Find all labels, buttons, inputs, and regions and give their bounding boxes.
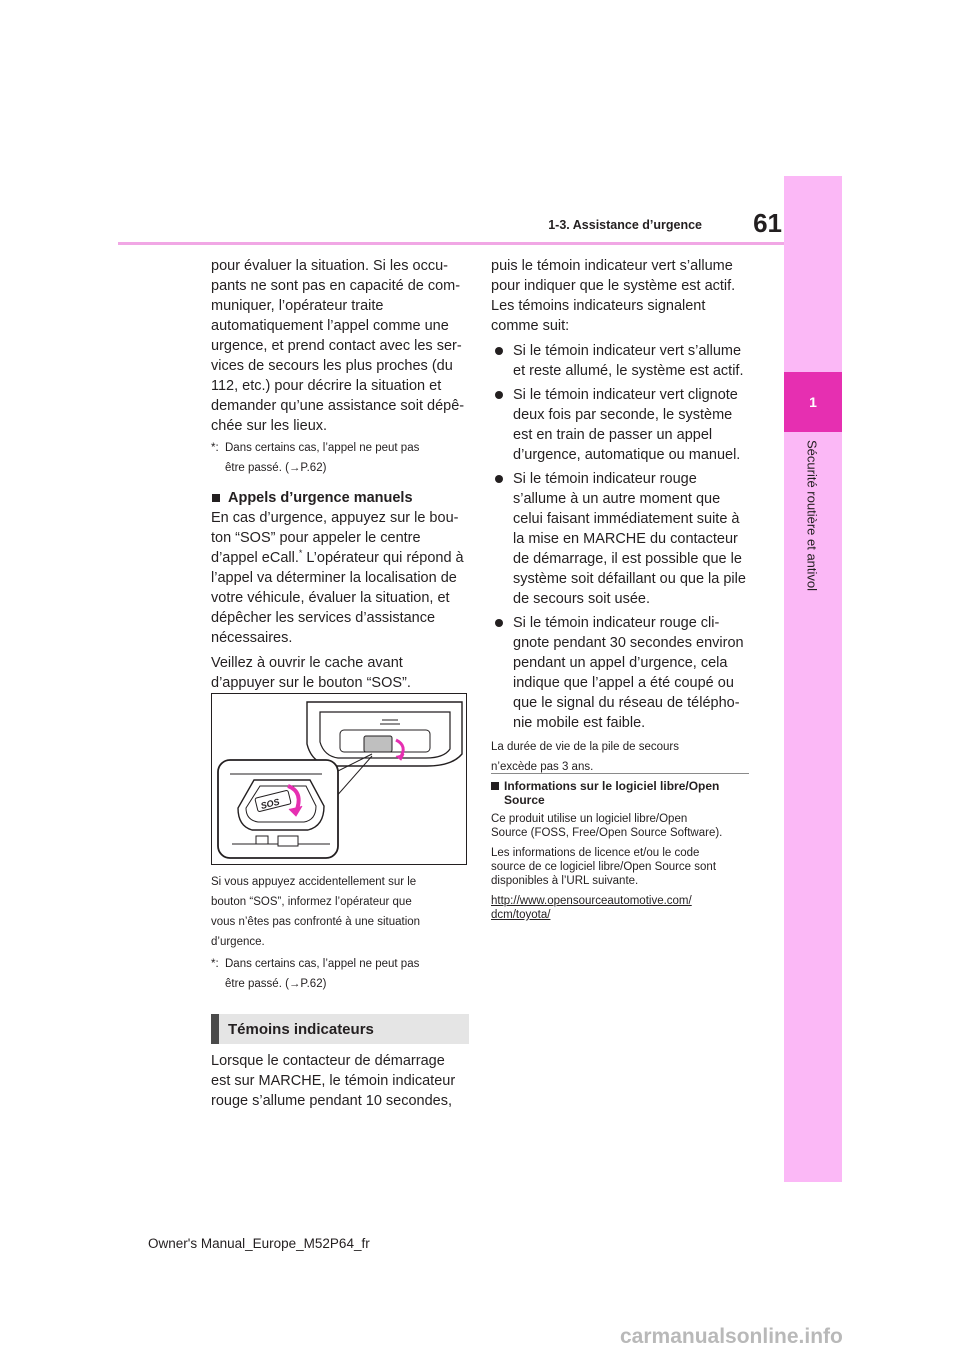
- oss-heading: Informations sur le logiciel libre/Open Source: [491, 779, 753, 807]
- bullet-dot-icon: [495, 347, 503, 355]
- left-column: [211, 256, 469, 693]
- manual-calls-heading: Appels d’urgence manuels: [211, 488, 469, 508]
- oss-section: [491, 779, 753, 922]
- indicators-section-banner: Témoins indicateurs: [211, 1014, 469, 1044]
- sos-button-illustration: [211, 693, 467, 865]
- bullet-dot-icon: [495, 391, 503, 399]
- list-item: Si le témoin indicateur rouge cli- gnote pendant 30 secondes environ pendant un appel d’urgence, cela indique que l’appel a été coupé ou que le signal du réseau de télépho- nie mobile est faible.: [491, 613, 753, 733]
- page-number: 61: [753, 208, 782, 238]
- square-bullet-icon: [212, 494, 220, 502]
- cover-instruction: Veillez à ouvrir le cache avant d’appuyer sur le bouton “SOS”.: [211, 655, 411, 691]
- chapter-number: 1: [784, 372, 842, 432]
- oss-paragraph-1: Ce produit utilise un logiciel libre/Open Source (FOSS, Free/Open Source Software).: [491, 813, 723, 839]
- chapter-side-tab: [784, 176, 842, 1182]
- footnote-mark: *:: [211, 442, 219, 454]
- indicators-paragraph: Lorsque le contacteur de démarrage est sur MARCHE, le témoin indicateur rouge s’allume pendant 10 secondes,: [211, 1053, 456, 1109]
- intro-paragraph: pour évaluer la situation. Si les occu- pants ne sont pas en capacité de com- muniquer, l’opérateur traite automatiquement l’appel comme une urgence, et prend contact avec les ser- vices de secours les plus proches (du 112, etc.) pour décrire la situation et demander qu’une assistance soit dépê- chée sur les lieux.: [211, 258, 465, 434]
- footnote-1: *: Dans certains cas, l’appel ne peut pas être passé. (→P.62): [211, 438, 469, 478]
- oss-url-link[interactable]: http://www.opensourceautomotive.com/ dcm/toyota/: [491, 895, 692, 921]
- bullet-dot-icon: [495, 619, 503, 627]
- manual-id-footer: Owner's Manual_Europe_M52P64_fr: [148, 1236, 370, 1251]
- footnote-mark: *:: [211, 958, 219, 970]
- accidental-press-note: Si vous appuyez accidentellement sur le bouton “SOS”, informez l’opérateur que vous n’êtes pas confronté à une situation d’urgence. *: Dans certains cas, l’appel ne peut pas être passé. (→P.62): [211, 872, 469, 994]
- footnote-2: *: Dans certains cas, l’appel ne peut pas être passé. (→P.62): [211, 954, 469, 994]
- overhead-console-drawing: [212, 694, 466, 864]
- list-item: Si le témoin indicateur vert clignote deux fois par seconde, le système est en train de passer un appel d’urgence, automatique ou manuel.: [491, 385, 753, 465]
- manual-calls-paragraph: En cas d’urgence, appuyez sur le bou- ton “SOS” pour appeler le centre d’appel eCall.* L’opérateur qui répond à l’appel va déterminer la localisation de votre véhicule, évaluer la situation, et dépêcher les services d’assistance nécessaires.: [211, 510, 464, 646]
- oss-paragraph-2: Les informations de licence et/ou le code source de ce logiciel libre/Open Source sont disponibles à l’URL suivante.: [491, 847, 717, 887]
- list-item: Si le témoin indicateur vert s’allume et reste allumé, le système est actif.: [491, 341, 753, 381]
- header-rule: [118, 242, 784, 245]
- bullet-dot-icon: [495, 475, 503, 483]
- section-divider: [491, 773, 749, 774]
- battery-life-note: La durée de vie de la pile de secours n’excède pas 3 ans.: [491, 741, 679, 773]
- chapter-label: Sécurité routière et antivol: [804, 440, 820, 592]
- sos-button-label: SOS: [259, 796, 281, 811]
- section-title: 1-3. Assistance d’urgence: [548, 218, 702, 232]
- indicator-intro: puis le témoin indicateur vert s’allume pour indiquer que le système est actif. Les témoins indicateurs signalent comme suit:: [491, 258, 736, 334]
- right-column: [491, 256, 753, 777]
- square-bullet-icon: [491, 782, 499, 790]
- list-item: Si le témoin indicateur rouge s’allume à un autre moment que celui faisant immédiatement suite à la mise en MARCHE du contacteur de démarrage, il est possible que le système soit défaillant ou que la pile de secours soit usée.: [491, 469, 753, 609]
- watermark: carmanualsonline.info: [620, 1325, 843, 1348]
